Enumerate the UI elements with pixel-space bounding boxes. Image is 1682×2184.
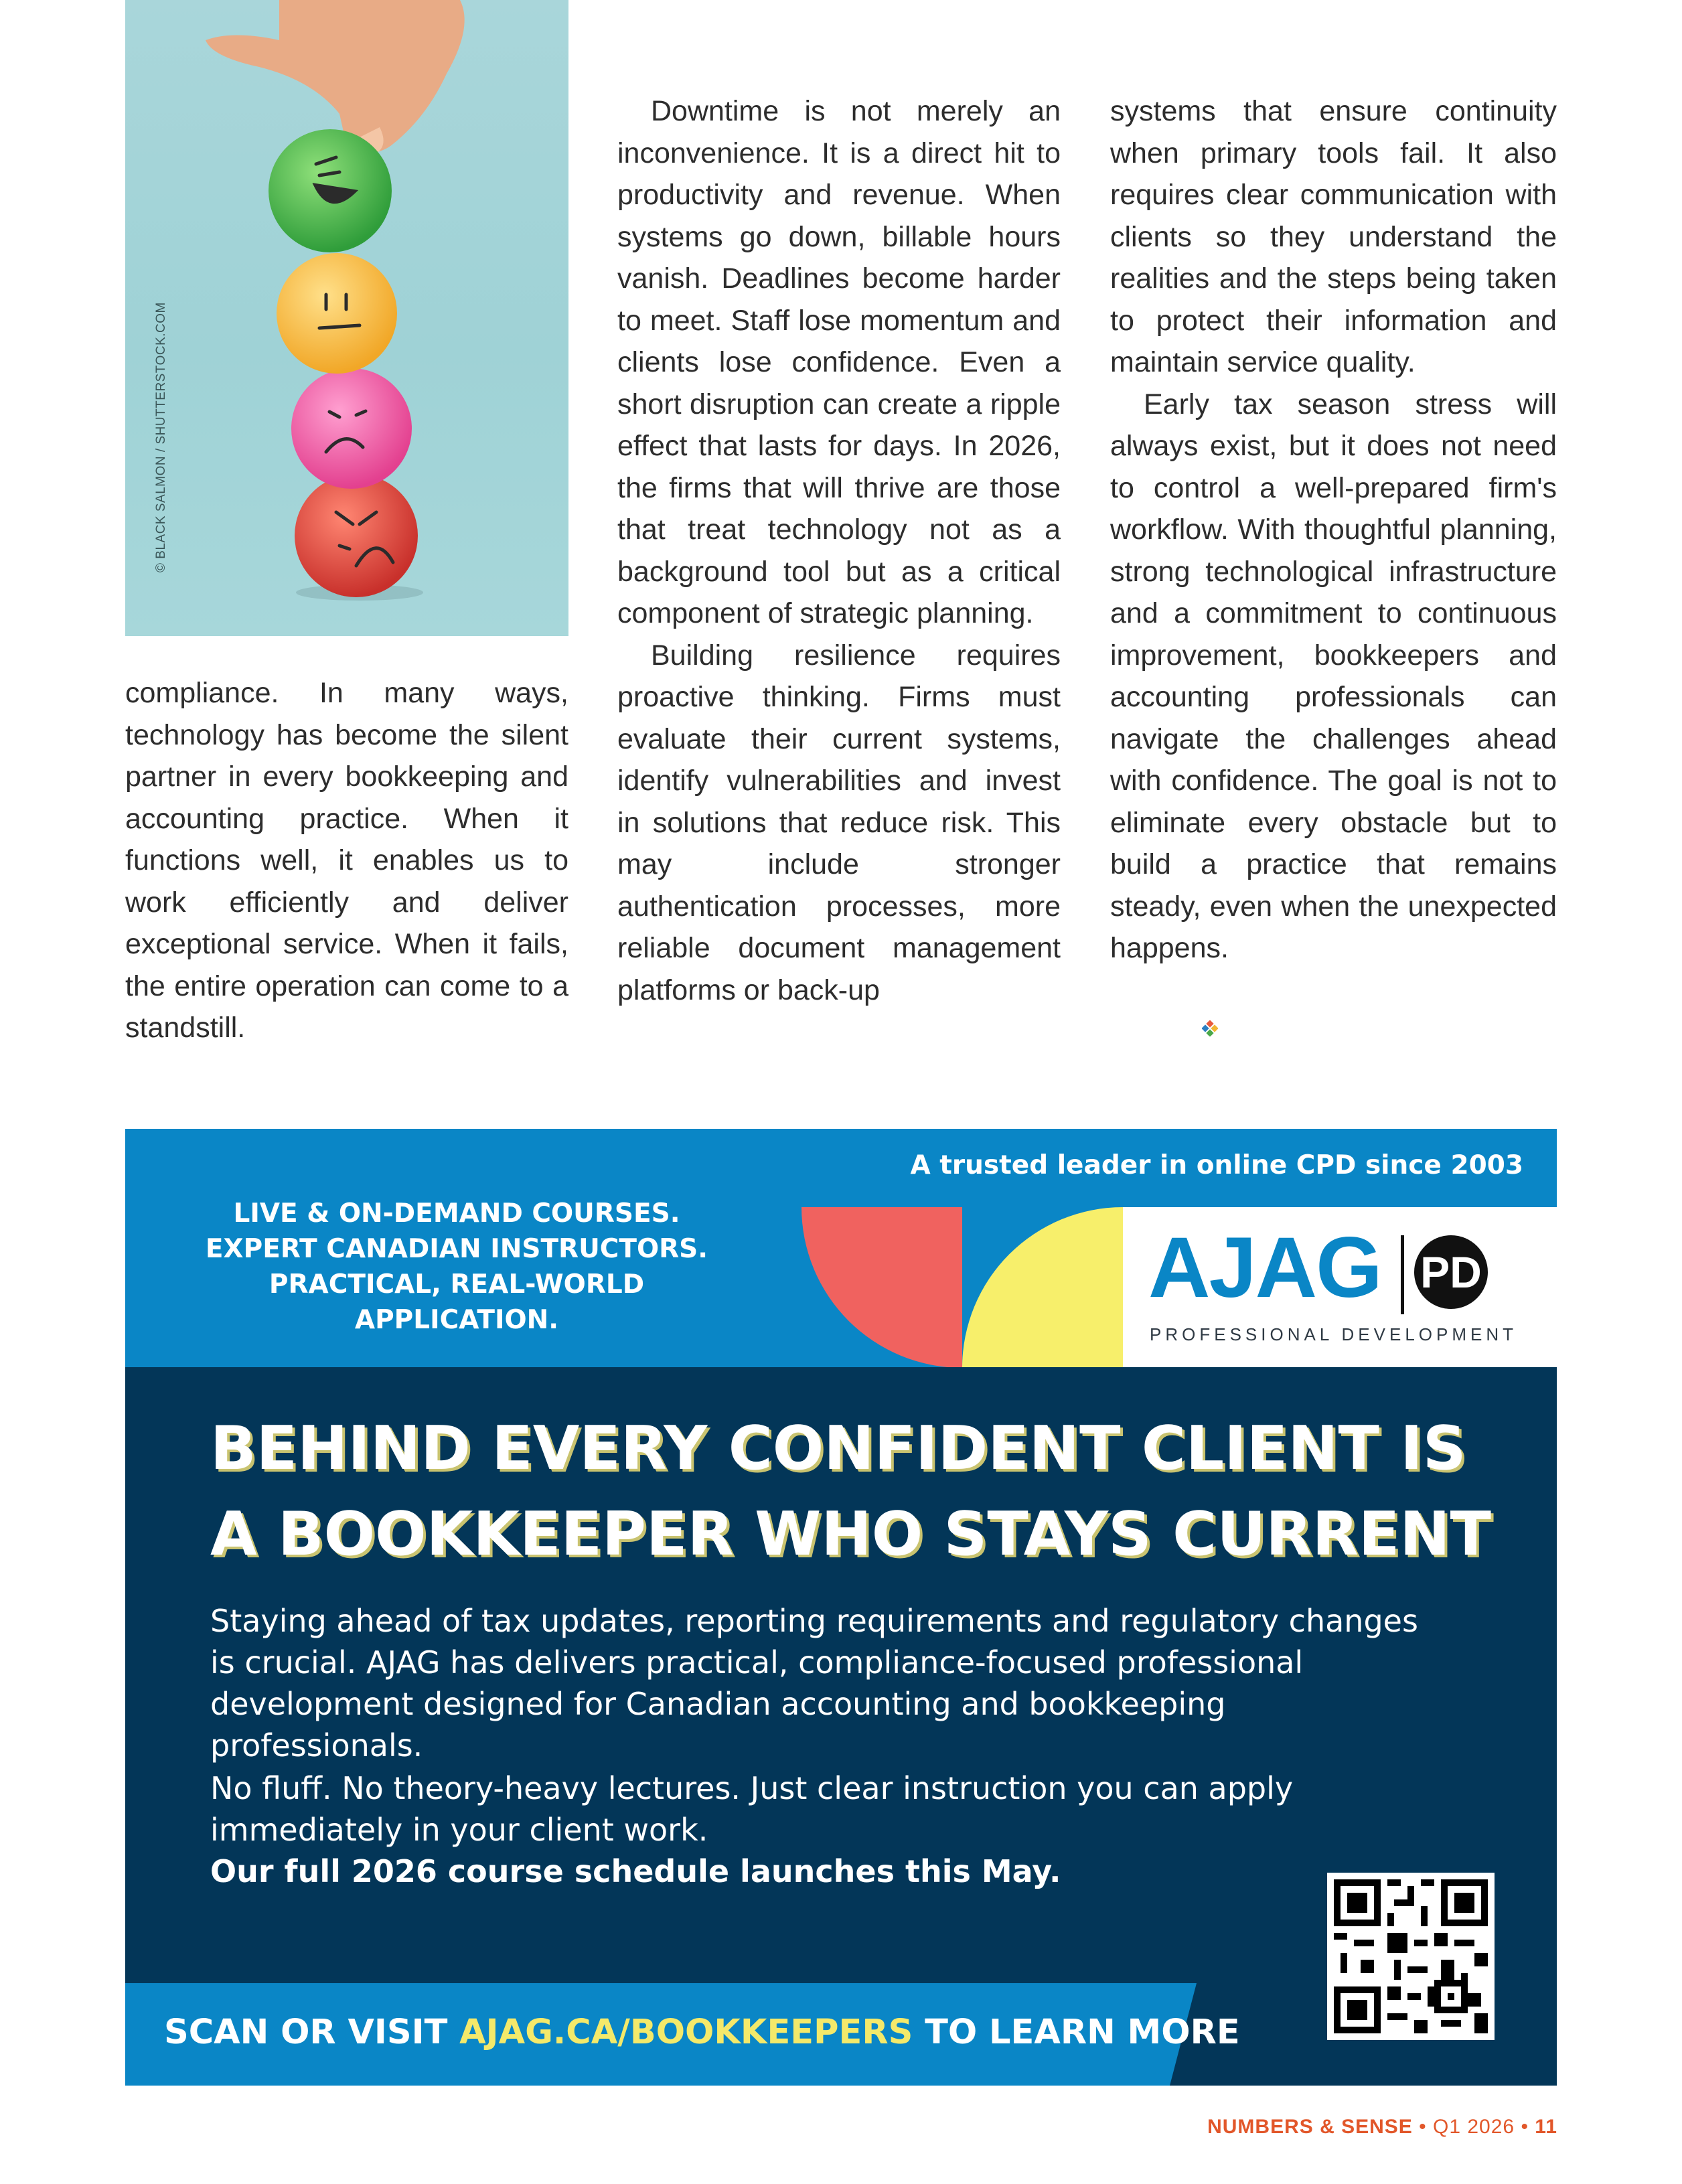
sad-face-ball	[291, 368, 412, 489]
qr-code[interactable]	[1327, 1873, 1495, 2040]
magazine-name: NUMBERS & SENSE	[1207, 2116, 1413, 2138]
cta-suffix: TO LEARN MORE	[913, 2013, 1240, 2052]
neutral-face-ball	[277, 253, 397, 374]
cta-prefix: SCAN OR VISIT	[164, 2013, 460, 2052]
article-column-3	[1110, 90, 1557, 969]
qr-code-icon	[1327, 1873, 1495, 2040]
feature-line: PRACTICAL, REAL-WORLD APPLICATION.	[269, 1269, 645, 1335]
ad-body-1: Staying ahead of tax updates, reporting requirements and regulatory changes is crucial. AJAG has delivers practical, compliance-focused professional development designed for Canadian accounting and bookkeeping professionals.	[210, 1603, 1418, 1764]
page-footer	[1207, 2116, 1557, 2138]
paragraph: Early tax season stress will always exist, but it does not need to control a well-prepared firm's workflow. With thoughtful planning, strong technological infrastructure and a commitment to continuous improvement, bookkeepers and accounting professionals can navigate the challenges ahead with confidence. The goal is not to eliminate every obstacle but to build a practice that remains steady, even when the unexpected happens.	[1110, 388, 1557, 964]
article-photo	[125, 0, 568, 636]
paragraph: compliance. In many ways, technology has become the silent partner in every bookkeeping and accounting practice. When it functions well, it enables us to work efficiently and deliver exceptional service. When it fails, the entire operation can come to a standstill.	[125, 677, 568, 1044]
page-number: 11	[1535, 2116, 1557, 2138]
article-column-2	[617, 90, 1061, 1011]
ad-logo-panel	[1123, 1207, 1557, 1367]
paragraph: Building resilience requires proactive thinking. Firms must evaluate their current systems, identify vulnerabilities and invest in solutions that reduce risk. This may include stronger authentication processes, more reliable document management platforms or back-up	[617, 639, 1061, 1006]
ajag-logo-text: AJAG	[1148, 1220, 1381, 1316]
footer-bullet: •	[1521, 2116, 1535, 2138]
ad-body-2: No fluff. No theory-heavy lectures. Just clear instruction you can apply immediately in your client work.	[210, 1770, 1294, 1848]
cta-text	[164, 2013, 1240, 2052]
footer-bullet: •	[1419, 2116, 1433, 2138]
cta-link[interactable]: AJAG.CA/BOOKKEEPERS	[459, 2013, 913, 2052]
end-mark-icon	[1202, 1020, 1218, 1036]
logo-subtitle: PROFESSIONAL DEVELOPMENT	[1150, 1324, 1518, 1344]
ad-tagline: A trusted leader in online CPD since 2003	[910, 1150, 1523, 1180]
feature-line: EXPERT CANADIAN INSTRUCTORS.	[205, 1234, 708, 1264]
emoji-balls-photo	[125, 0, 568, 636]
logo-divider	[1401, 1235, 1404, 1314]
ad-body-3: Our full 2026 course schedule launches this May.	[210, 1853, 1061, 1889]
ad-features	[189, 1196, 724, 1338]
ad-headline	[210, 1406, 1491, 1577]
angry-face-ball	[295, 474, 418, 597]
ad-main-panel	[125, 1367, 1557, 2086]
pd-badge: PD	[1414, 1235, 1488, 1309]
paragraph: systems that ensure continuity when primary tools fail. It also requires clear communication with clients so they understand the realities and the steps being taken to protect their information and maintain service quality.	[1110, 95, 1557, 378]
photo-credit: © BLACK SALMON / SHUTTERSTOCK.COM	[154, 302, 168, 572]
paragraph: Downtime is not merely an inconvenience. It is a direct hit to productivity and revenue. When systems go down, billable hours vanish. Deadlines become harder to meet. Staff lose momentum and clients lose confidence. Even a short disruption can create a ripple effect that lasts for days. In 2026, the firms that will thrive are those that treat technology not as a background tool but as a critical component of strategic planning.	[617, 95, 1061, 629]
ad-top-band	[125, 1129, 1557, 1367]
article-column-1	[125, 672, 568, 1049]
feature-line: LIVE & ON-DEMAND COURSES.	[233, 1198, 680, 1229]
issue-label: Q1 2026	[1433, 2116, 1515, 2138]
headline-line-1: BEHIND EVERY CONFIDENT CLIENT IS	[210, 1413, 1466, 1484]
cta-band[interactable]	[125, 1983, 1240, 2086]
headline-line-2: A BOOKKEEPER WHO STAYS CURRENT	[210, 1499, 1492, 1569]
ad-graphic-shapes	[801, 1207, 1123, 1367]
